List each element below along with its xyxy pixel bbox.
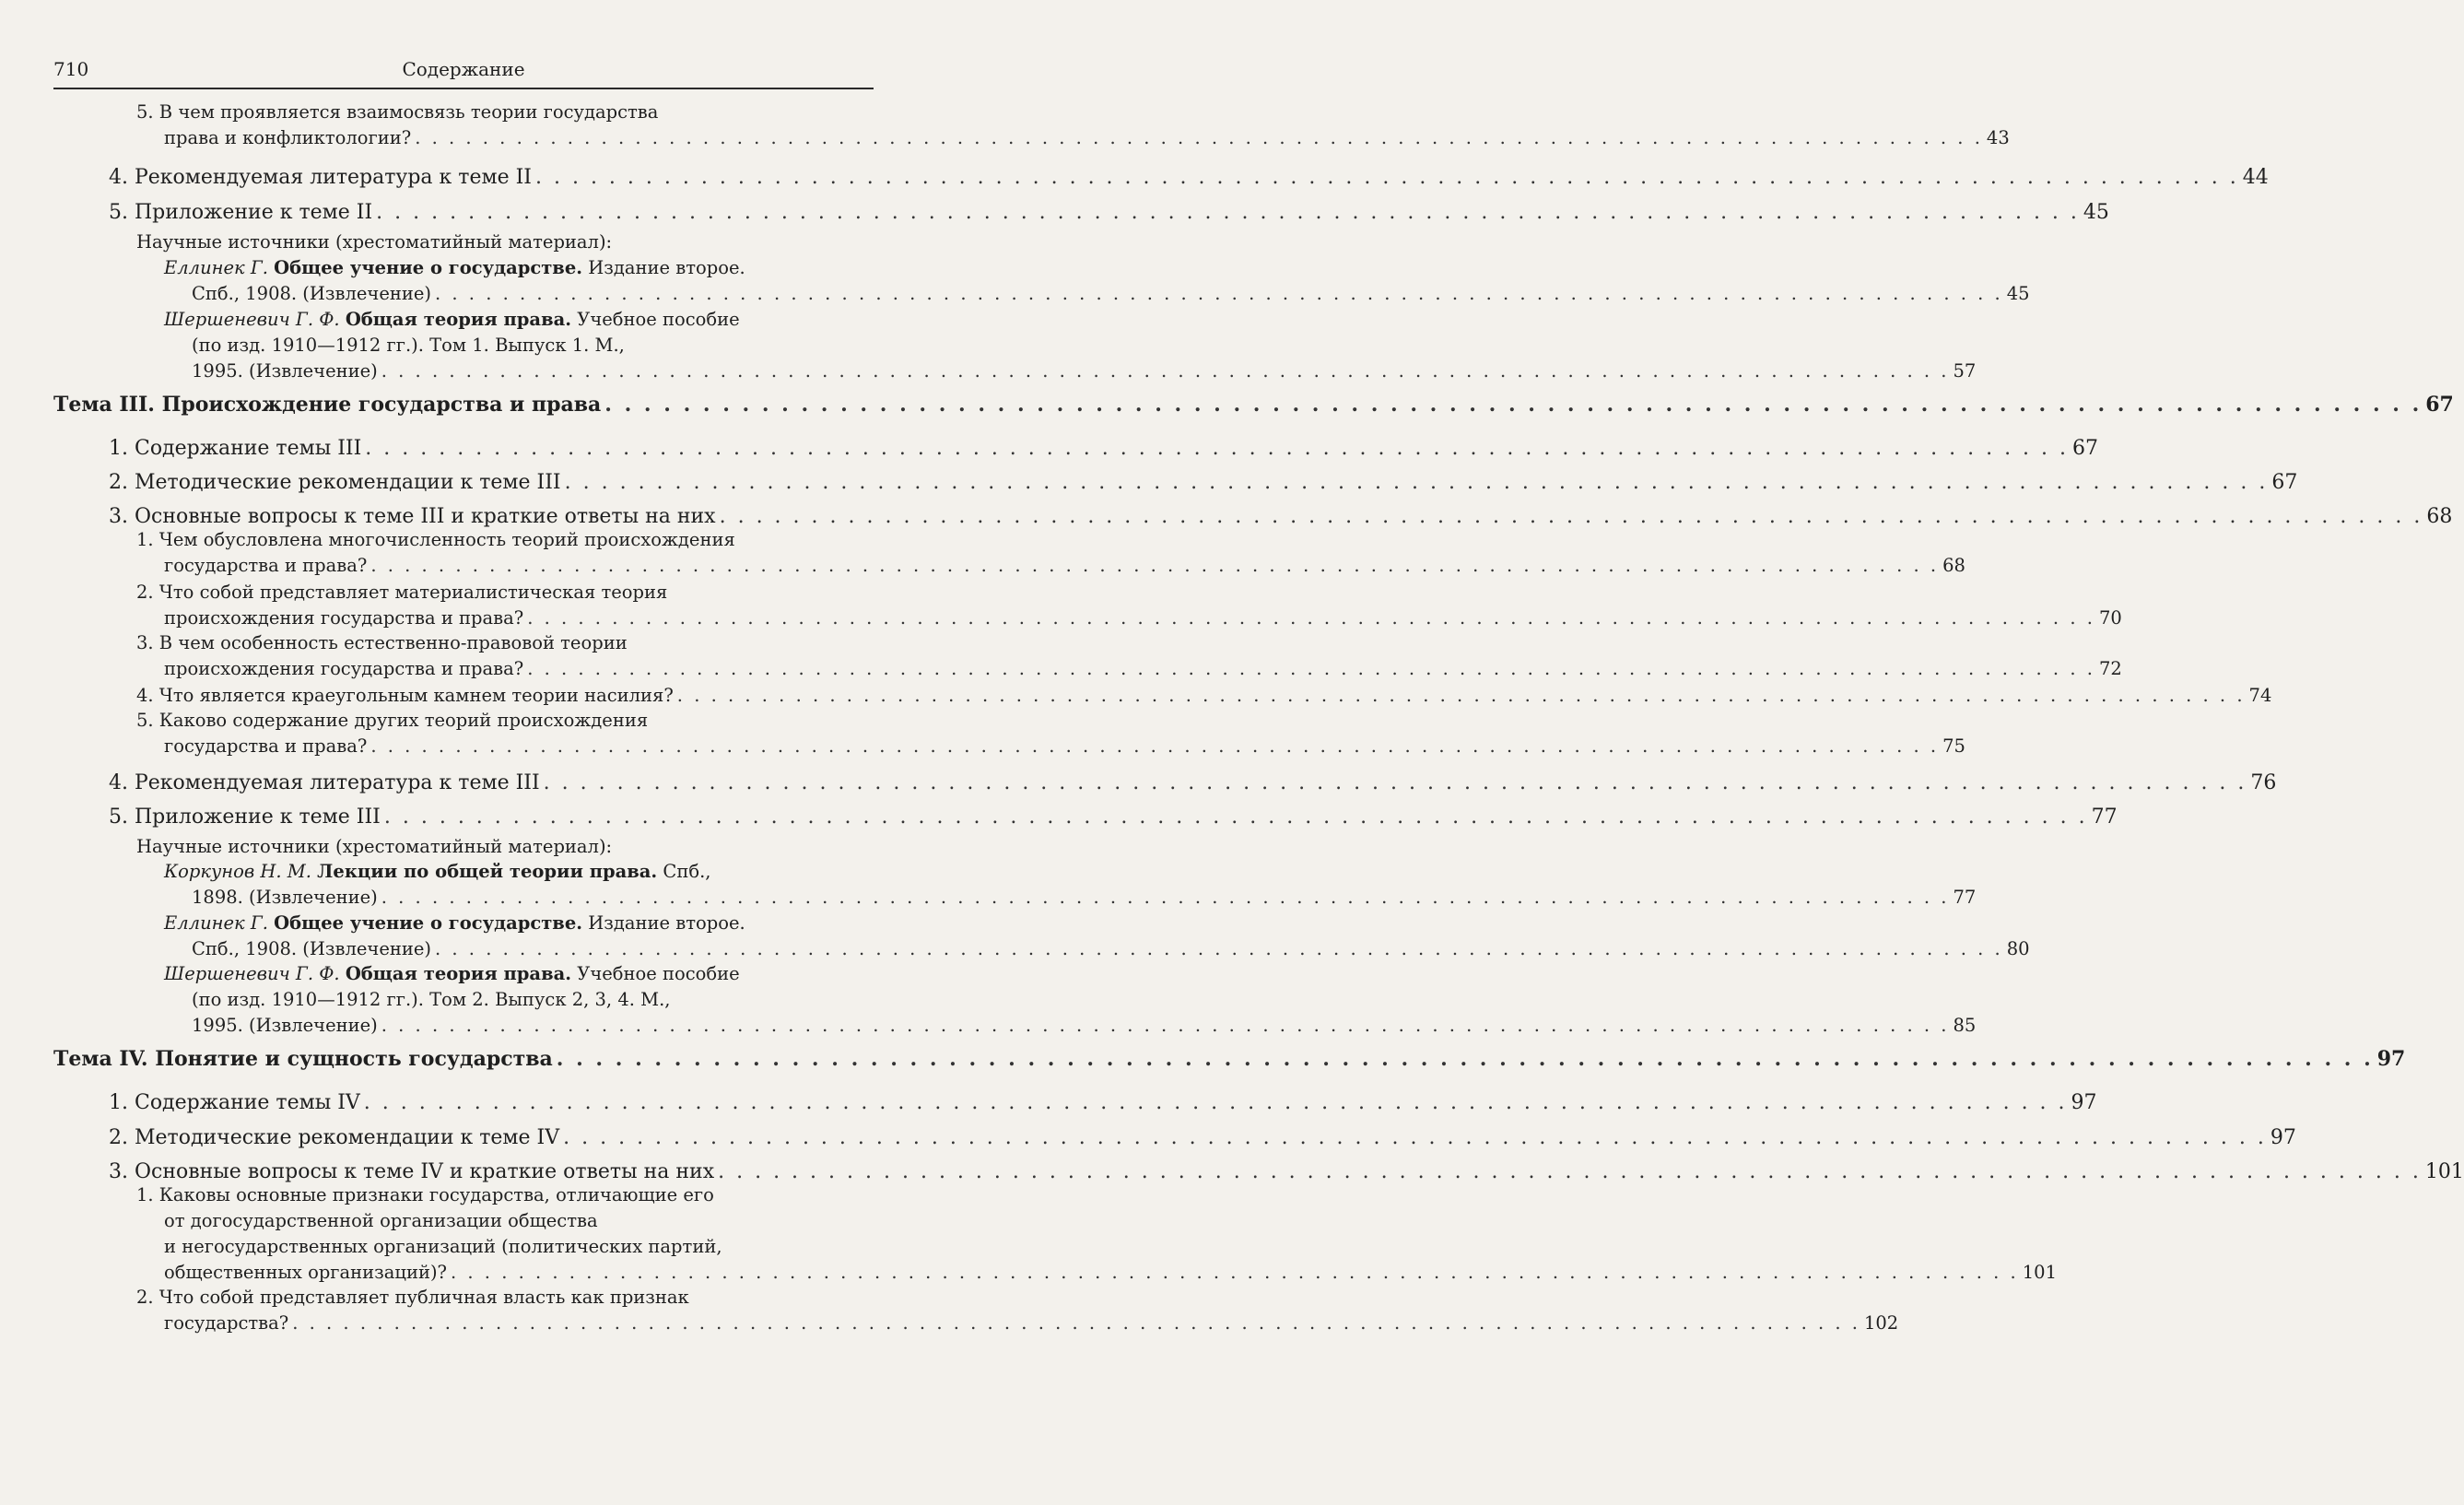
toc-entry-text: Научные источники (хрестоматийный материал): xyxy=(136,836,613,857)
dot-leader: . . . . . . . . . . . . . . . . . . . . . . . . . . . . . . . . . . . . . . . . . . . . . . . . . . . . . . . . . . . . . . . . . . . . . . . . . . . . . . . . . . . . . . . . . . . . . xyxy=(435,938,2003,959)
toc-entry-text: Научные источники (хрестоматийный материал): xyxy=(136,231,613,253)
dot-leader: . . . . . . . . . . . . . . . . . . . . . . . . . . . . . . . . . . . . . . . . . . . . . . . . . . . . . . . . . . . . . . . . . . . . . . . . . . . . . . . . . . . . . . . . . . . . . xyxy=(604,393,2423,417)
toc-entry-text: Издание второе. xyxy=(582,257,745,278)
toc-entry xyxy=(53,683,2272,709)
toc-entry-text: Тема III. Происхождение государства и права xyxy=(53,393,602,417)
toc-entry-text: 2. Что собой представляет публичная власть как признак xyxy=(136,1287,689,1308)
toc-entry xyxy=(53,307,1977,384)
toc-entry-text: государства? xyxy=(164,1312,289,1334)
dot-leader: . . . . . . . . . . . . . . . . . . . . . . . . . . . . . . . . . . . . . . . . . . . . . . . . . . . . . . . . . . . . . . . . . . . . . . . . . . . . . . . . . . . . . . . . . . . . . xyxy=(365,437,2070,460)
toc-page-number: 97 xyxy=(2270,1126,2296,1149)
toc-entry xyxy=(53,630,2122,682)
toc-page-number: 57 xyxy=(1953,360,1977,382)
toc-entry-text: 2. Что собой представляет материалистическая теория xyxy=(136,582,668,603)
toc-entry xyxy=(53,1121,2296,1155)
dot-leader: . . . . . . . . . . . . . . . . . . . . . . . . . . . . . . . . . . . . . . . . . . . . . . . . . . . . . . . . . . . . . . . . . . . . . . . . . . . . . . . . . . . . . . . . . . . . . xyxy=(381,1015,1950,1036)
toc-page-number: 85 xyxy=(1953,1015,1977,1036)
toc-entry-text: от догосударственной организации общества xyxy=(164,1210,598,1231)
toc-entry xyxy=(53,580,2122,631)
toc-entry-text: Издание второе. xyxy=(582,912,745,934)
toc-page-number: 101 xyxy=(2424,1160,2464,1183)
dot-leader: . . . . . . . . . . . . . . . . . . . . . . . . . . . . . . . . . . . . . . . . . . . . . . . . . . . . . . . . . . . . . . . . . . . . . . . . . . . . . . . . . . . . . . . . . . . . . xyxy=(370,555,1940,576)
dot-leader: . . . . . . . . . . . . . . . . . . . . . . . . . . . . . . . . . . . . . . . . . . . . . . . . . . . . . . . . . . . . . . . . . . . . . . . . . . . . . . . . . . . . . . . . . . . . . xyxy=(451,1262,2019,1283)
toc-page-number: 72 xyxy=(2098,658,2122,679)
dot-leader: . . . . . . . . . . . . . . . . . . . . . . . . . . . . . . . . . . . . . . . . . . . . . . . . . . . . . . . . . . . . . . . . . . . . . . . . . . . . . . . . . . . . . . . . . . . . . xyxy=(435,283,2003,304)
toc-entry xyxy=(53,255,2030,307)
toc-page-number: 67 xyxy=(2425,393,2454,417)
dot-leader: . . . . . . . . . . . . . . . . . . . . . . . . . . . . . . . . . . . . . . . . . . . . . . . . . . . . . . . . . . . . . . . . . . . . . . . . . . . . . . . . . . . . . . . . . . . . . xyxy=(376,201,2080,224)
dot-leader: . . . . . . . . . . . . . . . . . . . . . . . . . . . . . . . . . . . . . . . . . . . . . . . . . . . . . . . . . . . . . . . . . . . . . . . . . . . . . . . . . . . . . . . . . . . . . xyxy=(527,607,2095,629)
toc-entry-text: происхождения государства и права? xyxy=(164,607,524,629)
toc-entry-text: 3. Основные вопросы к теме IV и краткие ответы на них xyxy=(109,1160,715,1183)
toc-entry xyxy=(53,1285,1899,1336)
toc-author: Коркунов Н. М. xyxy=(164,861,318,882)
toc-work-title: Лекции по общей теории права. xyxy=(317,861,658,882)
dot-leader: . . . . . . . . . . . . . . . . . . . . . . . . . . . . . . . . . . . . . . . . . . . . . . . . . . . . . . . . . . . . . . . . . . . . . . . . . . . . . . . . . . . . . . . . . . . . . xyxy=(527,658,2095,679)
toc-page-number: 68 xyxy=(2426,505,2453,528)
toc-entry xyxy=(53,229,874,255)
toc-entry-text: права и конфликтологии? xyxy=(164,127,412,148)
toc-author: Шершеневич Г. Ф. xyxy=(164,309,346,330)
toc-work-title: Общее учение о государстве. xyxy=(274,257,583,278)
toc-entry xyxy=(53,1086,2097,1120)
toc-entry-text: 5. Каково содержание других теорий происхождения xyxy=(136,710,649,731)
toc-entry xyxy=(53,431,2099,465)
toc-entry-text: 1995. (Извлечение) xyxy=(192,1015,378,1036)
dot-leader: . . . . . . . . . . . . . . . . . . . . . . . . . . . . . . . . . . . . . . . . . . . . . . . . . . . . . . . . . . . . . . . . . . . . . . . . . . . . . . . . . . . . . . . . . . . . . xyxy=(534,166,2239,189)
toc-entry xyxy=(53,100,2010,151)
toc-entry-text: 1995. (Извлечение) xyxy=(192,360,378,382)
toc-entry xyxy=(53,388,2454,422)
toc-entry-text: Спб., 1908. (Извлечение) xyxy=(192,938,432,959)
toc-entry xyxy=(53,961,1977,1039)
toc-entry-text: Учебное пособие xyxy=(571,963,740,984)
toc-page-number: 101 xyxy=(2022,1262,2057,1283)
toc-page-number: 74 xyxy=(2248,685,2272,706)
toc-entry-text: происхождения государства и права? xyxy=(164,658,524,679)
toc-entry-text: 4. Рекомендуемая литература к теме II xyxy=(109,166,532,189)
toc-work-title: Общая теория права. xyxy=(345,963,572,984)
toc-entry-text: Учебное пособие xyxy=(571,309,740,330)
running-header xyxy=(53,58,874,89)
toc-page-number: 77 xyxy=(2091,805,2118,829)
toc-page-number: 102 xyxy=(1863,1312,1899,1334)
toc-entry-text: 3. В чем особенность естественно-правовой теории xyxy=(136,632,628,653)
toc-page-number: 76 xyxy=(2250,771,2277,794)
toc-entry-text: государства и права? xyxy=(164,555,368,576)
toc-page-number: 45 xyxy=(2006,283,2030,304)
toc-entry-text: 4. Что является краеугольным камнем теории насилия? xyxy=(136,685,674,706)
toc-page-number: 97 xyxy=(2376,1047,2406,1071)
toc-page-number: 67 xyxy=(2072,437,2099,460)
toc-page-number: 45 xyxy=(2083,201,2109,224)
toc-entry-text: 2. Методические рекомендации к теме IV xyxy=(109,1126,560,1149)
dot-leader: . . . . . . . . . . . . . . . . . . . . . . . . . . . . . . . . . . . . . . . . . . . . . . . . . . . . . . . . . . . . . . . . . . . . . . . . . . . . . . . . . . . . . . . . . . . . . xyxy=(292,1312,1860,1334)
toc-entry-text: 5. В чем проявляется взаимосвязь теории государства xyxy=(136,101,659,123)
dot-leader: . . . . . . . . . . . . . . . . . . . . . . . . . . . . . . . . . . . . . . . . . . . . . . . . . . . . . . . . . . . . . . . . . . . . . . . . . . . . . . . . . . . . . . . . . . . . . xyxy=(370,735,1940,757)
toc-entry-text: общественных организаций)? xyxy=(164,1262,448,1283)
dot-leader: . . . . . . . . . . . . . . . . . . . . . . . . . . . . . . . . . . . . . . . . . . . . . . . . . . . . . . . . . . . . . . . . . . . . . . . . . . . . . . . . . . . . . . . . . . . . . xyxy=(563,1126,2267,1149)
toc-entry-text: 1. Содержание темы IV xyxy=(109,1091,360,1114)
dot-leader: . . . . . . . . . . . . . . . . . . . . . . . . . . . . . . . . . . . . . . . . . . . . . . . . . . . . . . . . . . . . . . . . . . . . . . . . . . . . . . . . . . . . . . . . . . . . . xyxy=(676,685,2246,706)
toc-author: Шершеневич Г. Ф. xyxy=(164,963,346,984)
toc-page-number: 75 xyxy=(1942,735,1965,757)
dot-leader: . . . . . . . . . . . . . . . . . . . . . . . . . . . . . . . . . . . . . . . . . . . . . . . . . . . . . . . . . . . . . . . . . . . . . . . . . . . . . . . . . . . . . . . . . . . . . xyxy=(564,471,2269,494)
dot-leader: . . . . . . . . . . . . . . . . . . . . . . . . . . . . . . . . . . . . . . . . . . . . . . . . . . . . . . . . . . . . . . . . . . . . . . . . . . . . . . . . . . . . . . . . . . . . . xyxy=(415,127,1983,148)
toc-page-number: 97 xyxy=(2071,1091,2097,1114)
toc-entry-text: Тема IV. Понятие и сущность государства xyxy=(53,1047,553,1071)
toc-page-number: 77 xyxy=(1953,887,1977,908)
toc-entry xyxy=(53,766,2277,800)
toc-entry-text: 1. Каковы основные признаки государства, отличающие его xyxy=(136,1184,714,1205)
toc-entry-text: 1. Содержание темы III xyxy=(109,437,362,460)
toc-entry-text: 5. Приложение к теме II xyxy=(109,201,373,224)
toc-page-number: 80 xyxy=(2006,938,2030,959)
running-title: Содержание xyxy=(402,58,525,80)
toc-page-number: 44 xyxy=(2242,166,2269,189)
toc-page-number: 43 xyxy=(1986,127,2010,148)
toc-entry-text: 4. Рекомендуемая литература к теме III xyxy=(109,771,540,794)
toc-entry xyxy=(53,527,1965,579)
toc-entry xyxy=(53,160,2269,194)
toc-entry xyxy=(53,859,1977,911)
toc-entry xyxy=(53,800,2118,834)
toc-entry-text: (по изд. 1910—1912 гг.). Том 1. Выпуск 1. М., xyxy=(192,335,625,356)
toc-entry-text: 1. Чем обусловлена многочисленность теорий происхождения xyxy=(136,529,735,550)
toc-entry-text: государства и права? xyxy=(164,735,368,757)
dot-leader: . . . . . . . . . . . . . . . . . . . . . . . . . . . . . . . . . . . . . . . . . . . . . . . . . . . . . . . . . . . . . . . . . . . . . . . . . . . . . . . . . . . . . . . . . . . . . xyxy=(543,771,2247,794)
toc-page-number: 68 xyxy=(1942,555,1965,576)
toc-entry-text: и негосударственных организаций (политических партий, xyxy=(164,1236,722,1257)
toc-entry-text: 5. Приложение к теме III xyxy=(109,805,381,829)
dot-leader: . . . . . . . . . . . . . . . . . . . . . . . . . . . . . . . . . . . . . . . . . . . . . . . . . . . . . . . . . . . . . . . . . . . . . . . . . . . . . . . . . . . . . . . . . . . . . xyxy=(719,505,2423,528)
toc-work-title: Общее учение о государстве. xyxy=(274,912,583,934)
dot-leader: . . . . . . . . . . . . . . . . . . . . . . . . . . . . . . . . . . . . . . . . . . . . . . . . . . . . . . . . . . . . . . . . . . . . . . . . . . . . . . . . . . . . . . . . . . . . . xyxy=(381,360,1950,382)
toc-entry xyxy=(53,1182,2057,1286)
toc-entry xyxy=(53,911,2030,962)
toc-work-title: Общая теория права. xyxy=(345,309,572,330)
toc-entry-text: 2. Методические рекомендации к теме III xyxy=(109,471,561,494)
toc-author: Еллинек Г. xyxy=(164,257,275,278)
dot-leader: . . . . . . . . . . . . . . . . . . . . . . . . . . . . . . . . . . . . . . . . . . . . . . . . . . . . . . . . . . . . . . . . . . . . . . . . . . . . . . . . . . . . . . . . . . . . . xyxy=(556,1047,2374,1071)
toc-entry-text: Спб., 1908. (Извлечение) xyxy=(192,283,432,304)
toc-entry-text: Спб., xyxy=(657,861,711,882)
dot-leader: . . . . . . . . . . . . . . . . . . . . . . . . . . . . . . . . . . . . . . . . . . . . . . . . . . . . . . . . . . . . . . . . . . . . . . . . . . . . . . . . . . . . . . . . . . . . . xyxy=(363,1091,2068,1114)
toc-page-number: 70 xyxy=(2098,607,2122,629)
toc-entry xyxy=(53,1042,2406,1076)
toc-entry-text: 3. Основные вопросы к теме III и краткие ответы на них xyxy=(109,505,716,528)
toc-entry-text: 1898. (Извлечение) xyxy=(192,887,378,908)
dot-leader: . . . . . . . . . . . . . . . . . . . . . . . . . . . . . . . . . . . . . . . . . . . . . . . . . . . . . . . . . . . . . . . . . . . . . . . . . . . . . . . . . . . . . . . . . . . . . xyxy=(381,887,1950,908)
toc-entry xyxy=(53,195,2109,229)
dot-leader: . . . . . . . . . . . . . . . . . . . . . . . . . . . . . . . . . . . . . . . . . . . . . . . . . . . . . . . . . . . . . . . . . . . . . . . . . . . . . . . . . . . . . . . . . . . . . xyxy=(383,805,2088,829)
toc-entry xyxy=(53,834,874,860)
toc-entry xyxy=(53,465,2298,500)
toc-author: Еллинек Г. xyxy=(164,912,275,934)
page-number: 710 xyxy=(53,58,89,80)
toc-page-number: 67 xyxy=(2271,471,2298,494)
dot-leader: . . . . . . . . . . . . . . . . . . . . . . . . . . . . . . . . . . . . . . . . . . . . . . . . . . . . . . . . . . . . . . . . . . . . . . . . . . . . . . . . . . . . . . . . . . . . . xyxy=(718,1160,2422,1183)
toc-entry-text: (по изд. 1910—1912 гг.). Том 2. Выпуск 2, 3, 4. М., xyxy=(192,989,671,1010)
toc-entry xyxy=(53,708,1965,759)
